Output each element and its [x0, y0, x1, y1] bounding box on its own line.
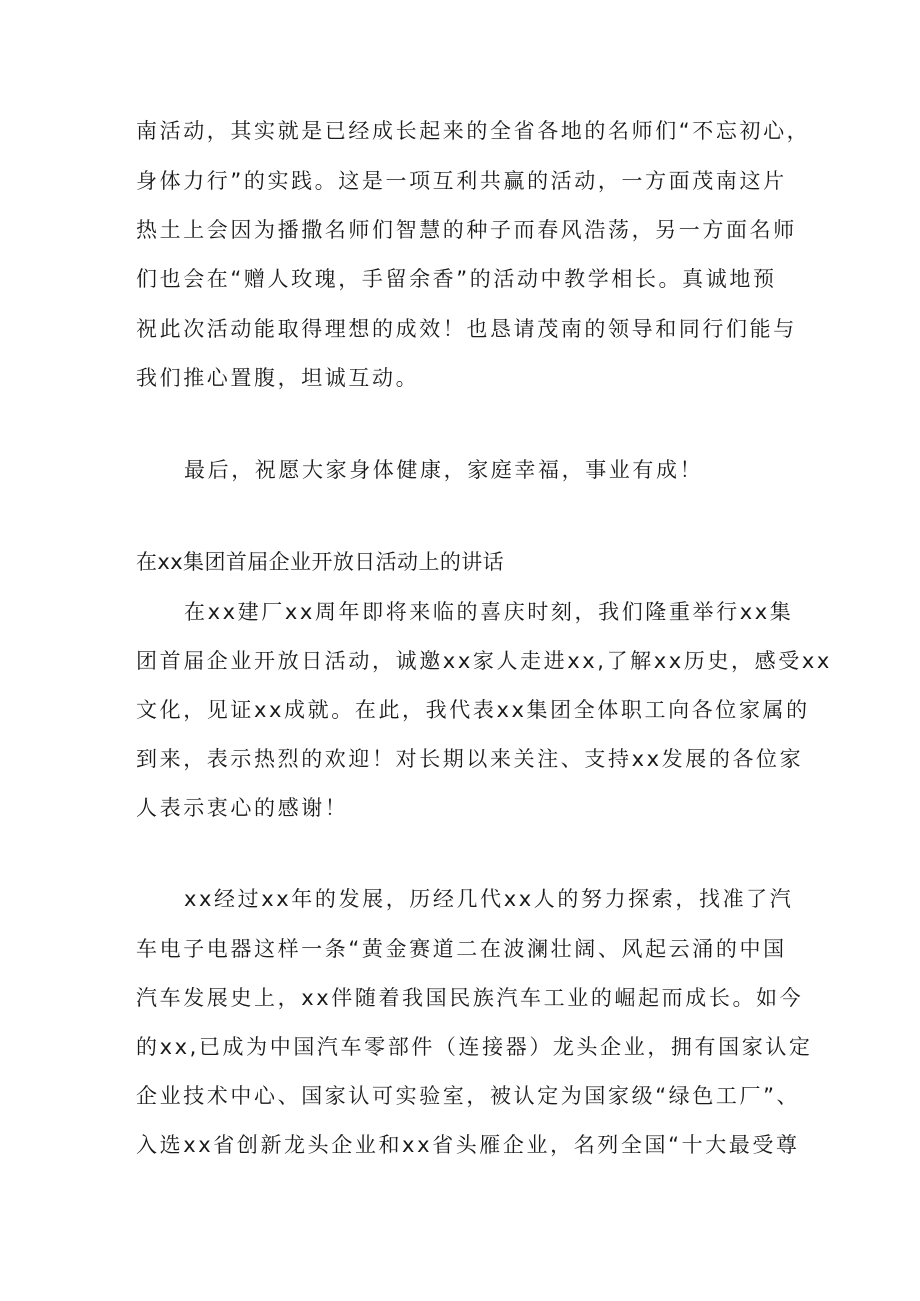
text-line: 祝此次活动能取得理想的成效！也恳请茂南的领导和同行们能与: [136, 317, 797, 341]
text-line: 人表示衷心的感谢！: [136, 796, 349, 820]
text-line: 团首届企业开放日活动，诚邀xx家人走进xx,了解xx历史，感受xx: [136, 649, 832, 673]
text-line: 在xx建厂xx周年即将来临的喜庆时刻，我们隆重举行xx集: [184, 600, 794, 624]
text-line: 汽车发展史上，xx伴随着我国民族汽车工业的崛起而成长。如今: [136, 986, 804, 1010]
text-line: 们也会在“赠人玫瑰，手留余香”的活动中教学相长。真诚地预: [136, 267, 777, 291]
text-line: 文化，见证xx成就。在此，我代表xx集团全体职工向各位家属的: [136, 698, 810, 722]
text-line: xx经过xx年的发展，历经几代xx人的努力探索，找准了汽: [184, 887, 794, 911]
text-line: 企业技术中心、国家认可实验室，被认定为国家级“绿色工厂”、: [136, 1084, 801, 1108]
text-line: 到来，表示热烈的欢迎！对长期以来关注、支持xx发展的各位家: [136, 747, 804, 771]
text-line: 入选xx省创新龙头企业和xx省头雁企业，名列全国“十大最受尊: [136, 1133, 800, 1157]
text-line: 我们推心置腹，坦诚互动。: [136, 366, 420, 390]
text-line: 车电子电器这样一条“黄金赛道二在波澜壮阔、风起云涌的中国: [136, 937, 787, 961]
text-line: 热土上会因为播撒名师们智慧的种子而春风浩荡，另一方面名师: [136, 218, 797, 242]
text-line: 身体力行”的实践。这是一项互利共赢的活动，一方面茂南这片: [136, 169, 787, 193]
section-title: 在xx集团首届企业开放日活动上的讲话: [136, 550, 505, 574]
text-line: 的xx,已成为中国汽车零部件（连接器）龙头企业，拥有国家认定: [136, 1035, 813, 1059]
closing-line: 最后，祝愿大家身体健康，家庭幸福，事业有成！: [184, 458, 704, 482]
text-line: 南活动，其实就是已经成长起来的全省各地的名师们“不忘初心，: [136, 119, 811, 143]
